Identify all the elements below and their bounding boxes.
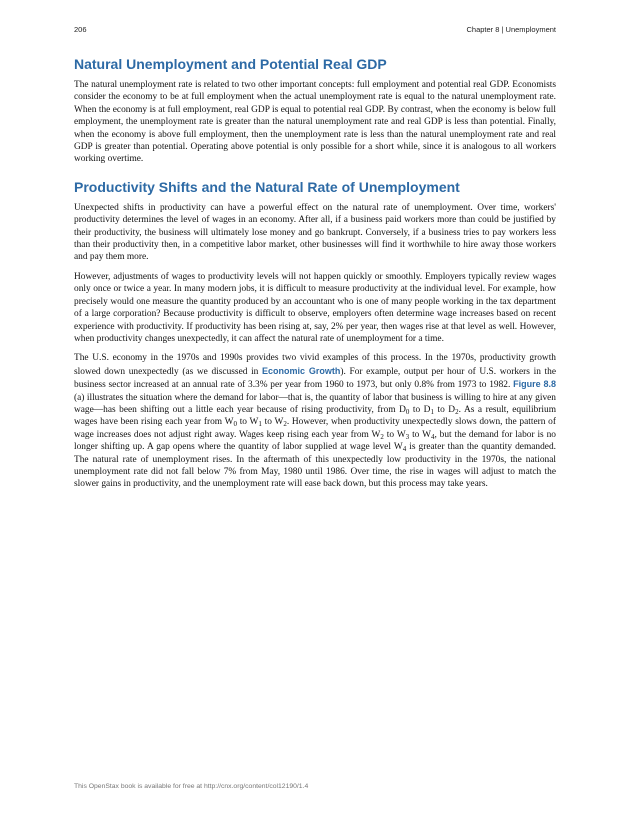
paragraph: However, adjustments of wages to productivity levels will not happen quickly or smoothly. Employers typically review wages only once or twice a year. In many modern jobs, it is difficult to measure productivity at the individual level. For example, how precisely would one measure the quantity produced by an accountant who is one of many people working in the tax department of a large corporation? Because productivity is difficult to observe, employers often determine wage increases based on recent experience with productivity. If productivity has been rising at, say, 2% per year, then wages rise at that level as well. However, when productivity changes unexpectedly, it can affect the natural rate of unemployment for a time. — [74, 271, 556, 344]
page-content — [74, 56, 556, 498]
chapter-title: Chapter 8 | Unemployment — [466, 25, 556, 34]
section-heading-productivity-shifts: Productivity Shifts and the Natural Rate of Unemployment — [74, 178, 460, 195]
section-heading-natural-unemployment: Natural Unemployment and Potential Real GDP — [74, 56, 387, 72]
running-header — [74, 25, 556, 34]
economic-growth-link[interactable]: Economic Growth — [262, 365, 341, 376]
figure-link[interactable]: Figure 8.8 — [513, 379, 556, 390]
paragraph: The U.S. economy in the 1970s and 1990s provides two vivid examples of this process. In the 1970s, productivity growth slowed down unexpectedly (as we discussed in Economic Growth). For example, output per hour of U.S. workers in the business sector increased at an annual rate of 3.3% per year from 1960 to 1973, but only 0.8% from 1973 to 1982. Figure 8.8 (a) illustrates the situation where the demand for labor—that is, the quantity of labor that business is willing to hire at any given wage—has been shifting out a little each year because of rising productivity, from $D_0$ to $D_1$ to $D_2$. As a result, equilibrium wages have been rising each year from $W_0$ to $W_1$ to $W_2$. However, when productivity unexpectedly slows down, the pattern of wage increases does not adjust right away. Wages keep rising each year from $W_2$ to $W_3$ to $W_4$, but the demand for labor is no longer shifting up. A gap opens where the quantity of labor supplied at wage level $W_4$ is greater than the quantity demanded. The natural rate of unemployment rises. In the aftermath of this unexpectedly low productivity in the 1970s, the national unemployment rate did not fall below 7% from May, 1980 until 1986. Over time, the rise in wages will adjust to match the slower gains in productivity, and the unemployment rate will ease back down, but this process may take years. — [74, 353, 557, 490]
paragraph: Unexpected shifts in productivity can have a powerful effect on the natural rate of unemployment. Over time, workers' productivity determines the level of wages in an economy. After all, if a business paid workers more than could be justified by their productivity, the business will ultimately lose money and go bankrupt. Conversely, if a business tries to pay workers less than their productivity then, in a competitive labor market, other businesses will find it worthwhile to hire away those workers and pay them more. — [74, 202, 556, 263]
page-number: 206 — [74, 25, 87, 34]
paragraph: The natural unemployment rate is related to two other important concepts: full employment and potential real GDP. Economists consider the economy to be at full employment when the actual unemployment rate is equal to the natural unemployment rate. When the economy is at full employment, real GDP is equal to potential real GDP. By contrast, when the economy is below full employment, the unemployment rate is greater than the natural unemployment rate and real GDP is less than potential. Finally, when the economy is above full employment, then the unemployment rate is less than the natural unemployment rate and real GDP is greater than potential. Operating above potential is only possible for a short while, since it is analogous to all workers working overtime. — [74, 80, 556, 165]
page-footer: This OpenStax book is available for free at http://cnx.org/content/col12190/1.4 — [74, 783, 309, 790]
